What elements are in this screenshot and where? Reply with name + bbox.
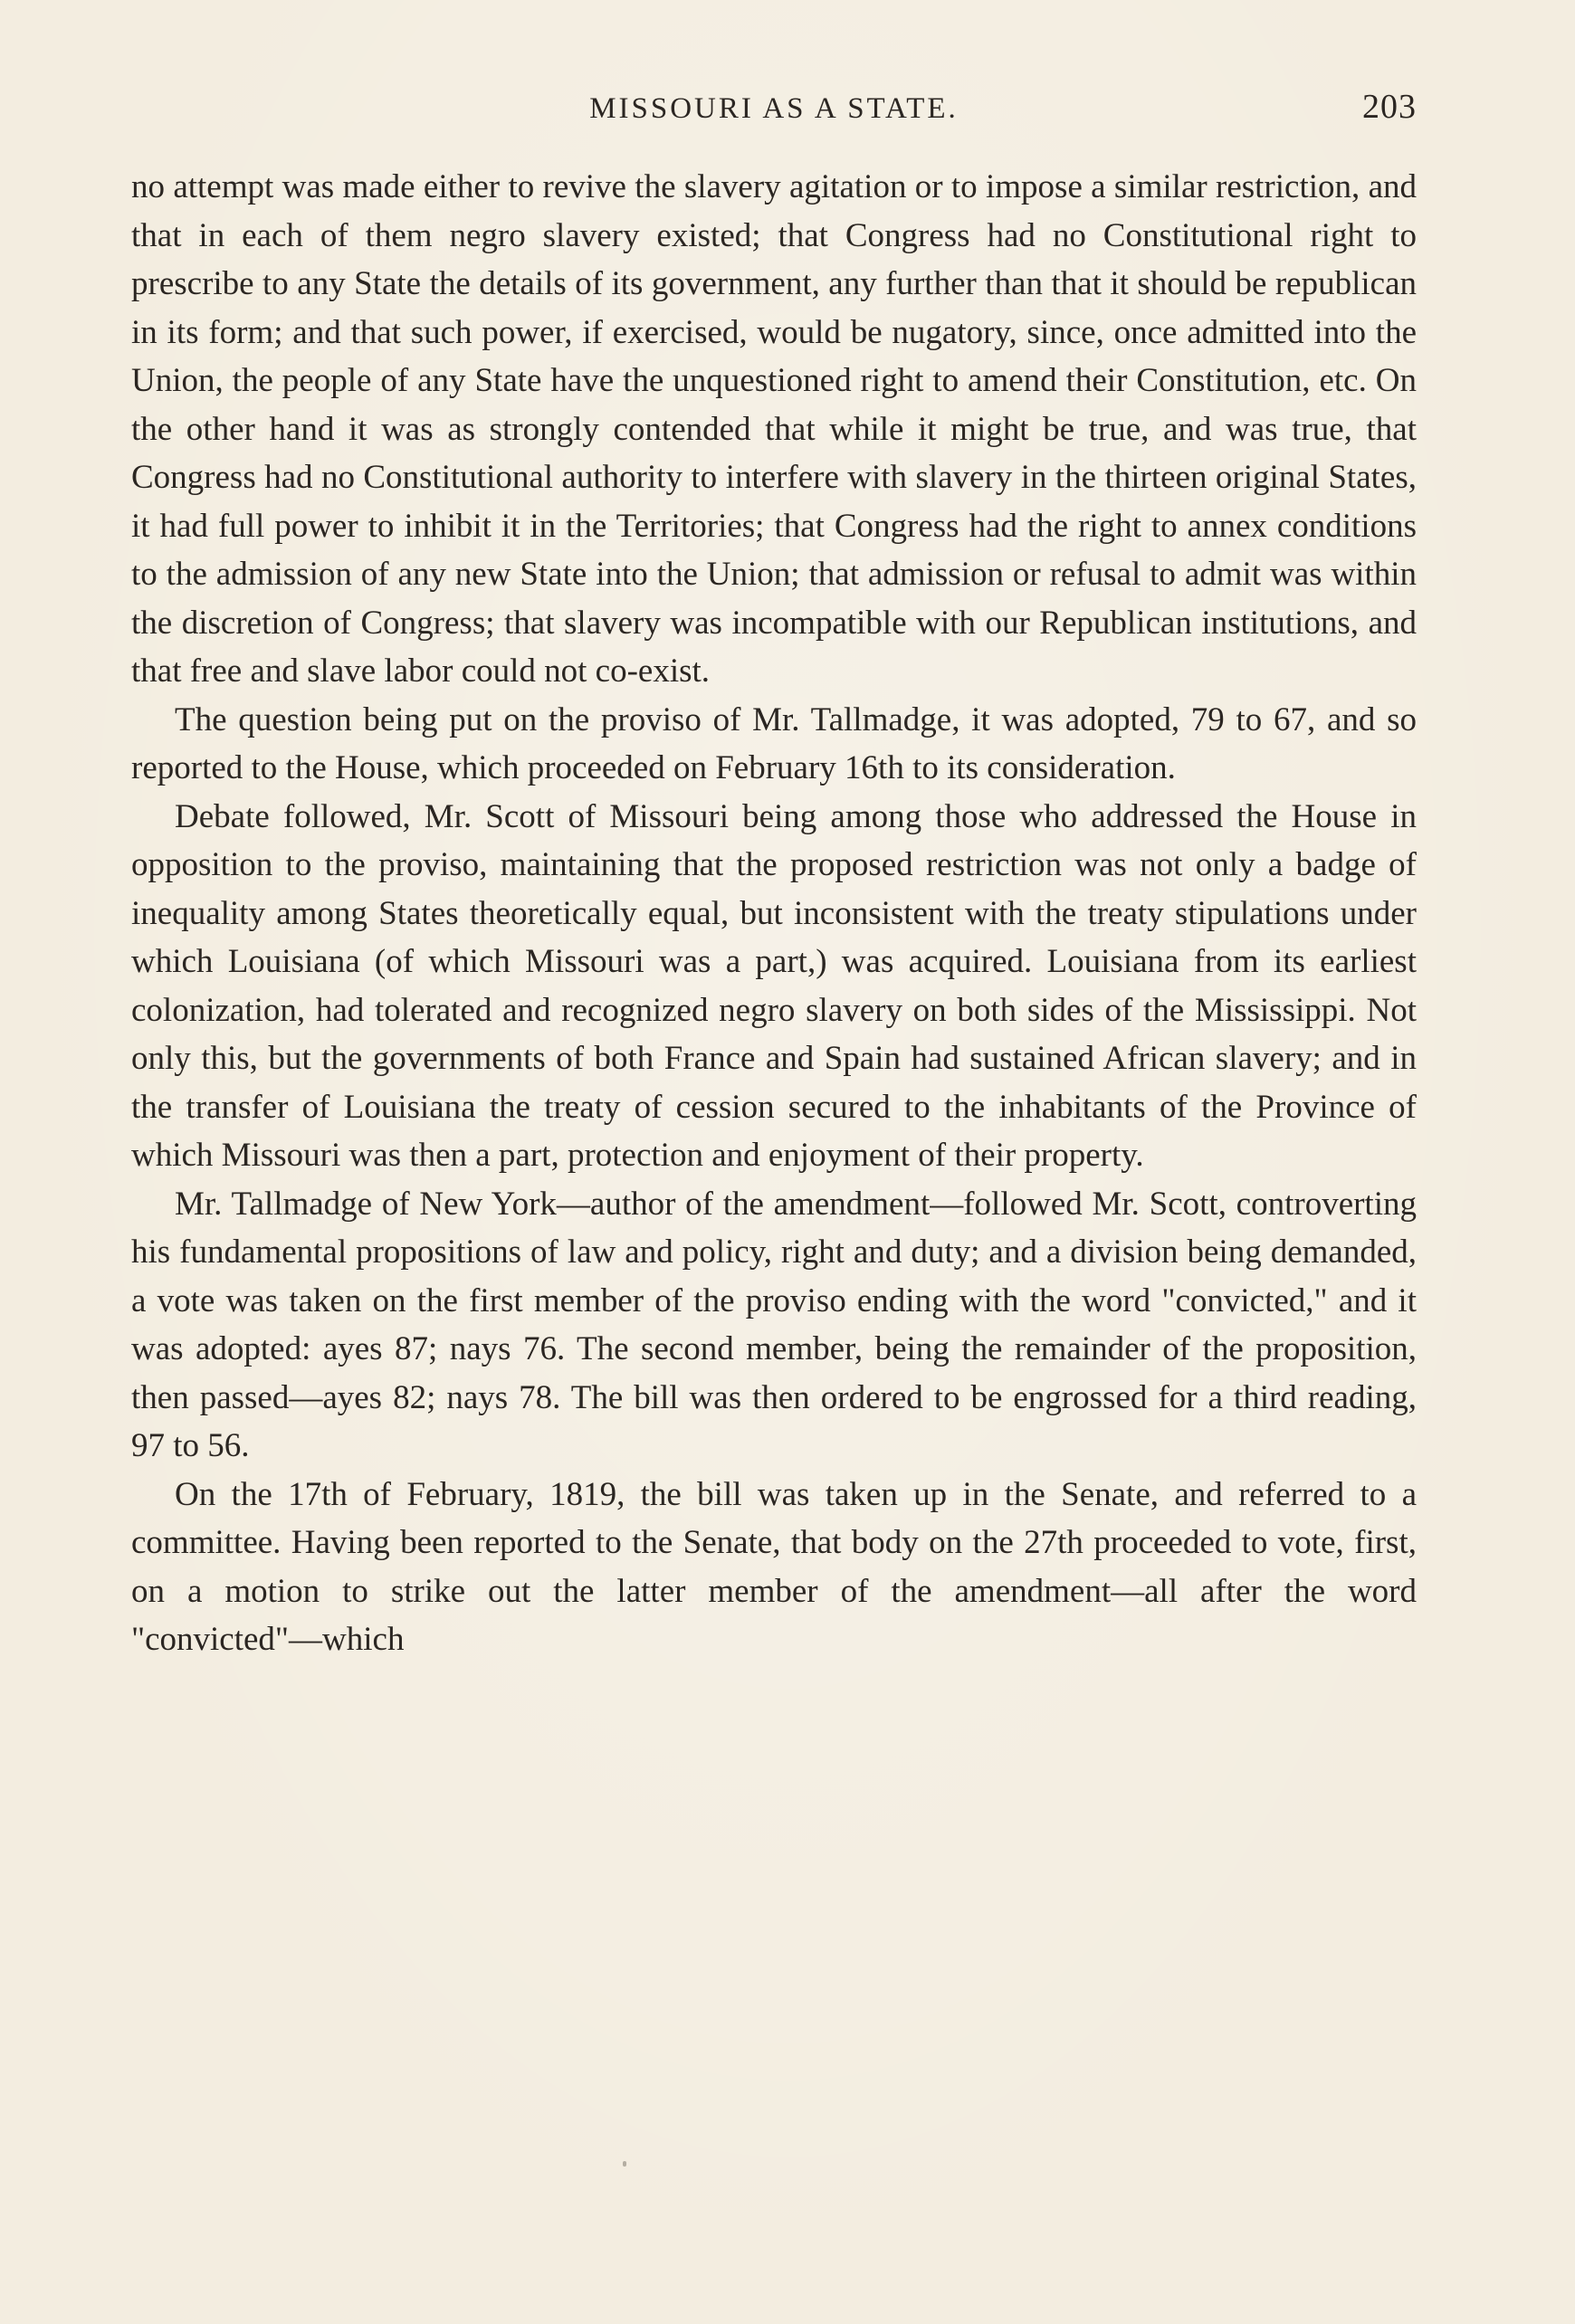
paragraph-tallmadge-proviso: The question being put on the proviso of Mr. Tallmadge, it was adopted, 79 to 67, and so reported to the House, which proceeded on February 16th to its consideration. <box>131 700 1417 786</box>
body-text <box>131 163 1417 1664</box>
paragraph-senate: On the 17th of February, 1819, the bill was taken up in the Senate, and referred to a committee. Having been reported to the Senate, that body on the 27th proceeded to vote, first, on a motion to strike out the latter member of the amendment—all after the word "convicted"—which <box>131 1475 1417 1658</box>
paragraph-scott-debate: Debate followed, Mr. Scott of Missouri being among those who addressed the House in opposition to the proviso, maintaining that the proposed restriction was not only a badge of inequality among States theoretically equal, but inconsistent with the treaty stipulations under which Louisiana (of which Missouri was a part,) was acquired. Louisiana from its earliest colonization, had tolerated and recognized negro slavery on both sides of the Mississippi. Not only this, but the governments of both France and Spain had sustained African slavery; and in the transfer of Louisiana the treaty of cession secured to the inhabitants of the Province of which Missouri was then a part, protection and enjoyment of their property. <box>131 797 1417 1174</box>
paragraph-continued: no attempt was made either to revive the slavery agitation or to impose a similar restriction, and that in each of them negro slavery existed; that Congress had no Constitutional right to prescribe to any State the details of its government, any further than that it should be republican in its form; and that such power, if exercised, would be nugatory, since, once admitted into the Union, the people of any State have the unquestioned right to amend their Constitution, etc. On the other hand it was as strongly contended that while it might be true, and was true, that Congress had no Constitutional authority to interfere with slavery in the thirteen original States, it had full power to inhibit it in the Territories; that Congress had the right to annex conditions to the admission of any new State into the Union; that admission or refusal to admit was within the discretion of Congress; that slavery was incompatible with our Republican institutions, and that free and slave labor could not co-exist. <box>131 168 1417 690</box>
running-title: MISSOURI AS A STATE. <box>589 92 959 125</box>
stray-ink-mark <box>623 2161 626 2167</box>
page-number: 203 <box>1362 88 1417 126</box>
running-head <box>131 87 1417 132</box>
paragraph-tallmadge-reply: Mr. Tallmadge of New York—author of the amendment—followed Mr. Scott, controverting his fundamental propositions of law and policy, right and duty; and a division being demanded, a vote was taken on the first member of the proviso ending with the word "convicted," and it was adopted: ayes 87; nays 76. The second member, being the remainder of the proposition, then passed—ayes 82; nays 78. The bill was then ordered to be engrossed for a third reading, 97 to 56. <box>131 1185 1417 1464</box>
